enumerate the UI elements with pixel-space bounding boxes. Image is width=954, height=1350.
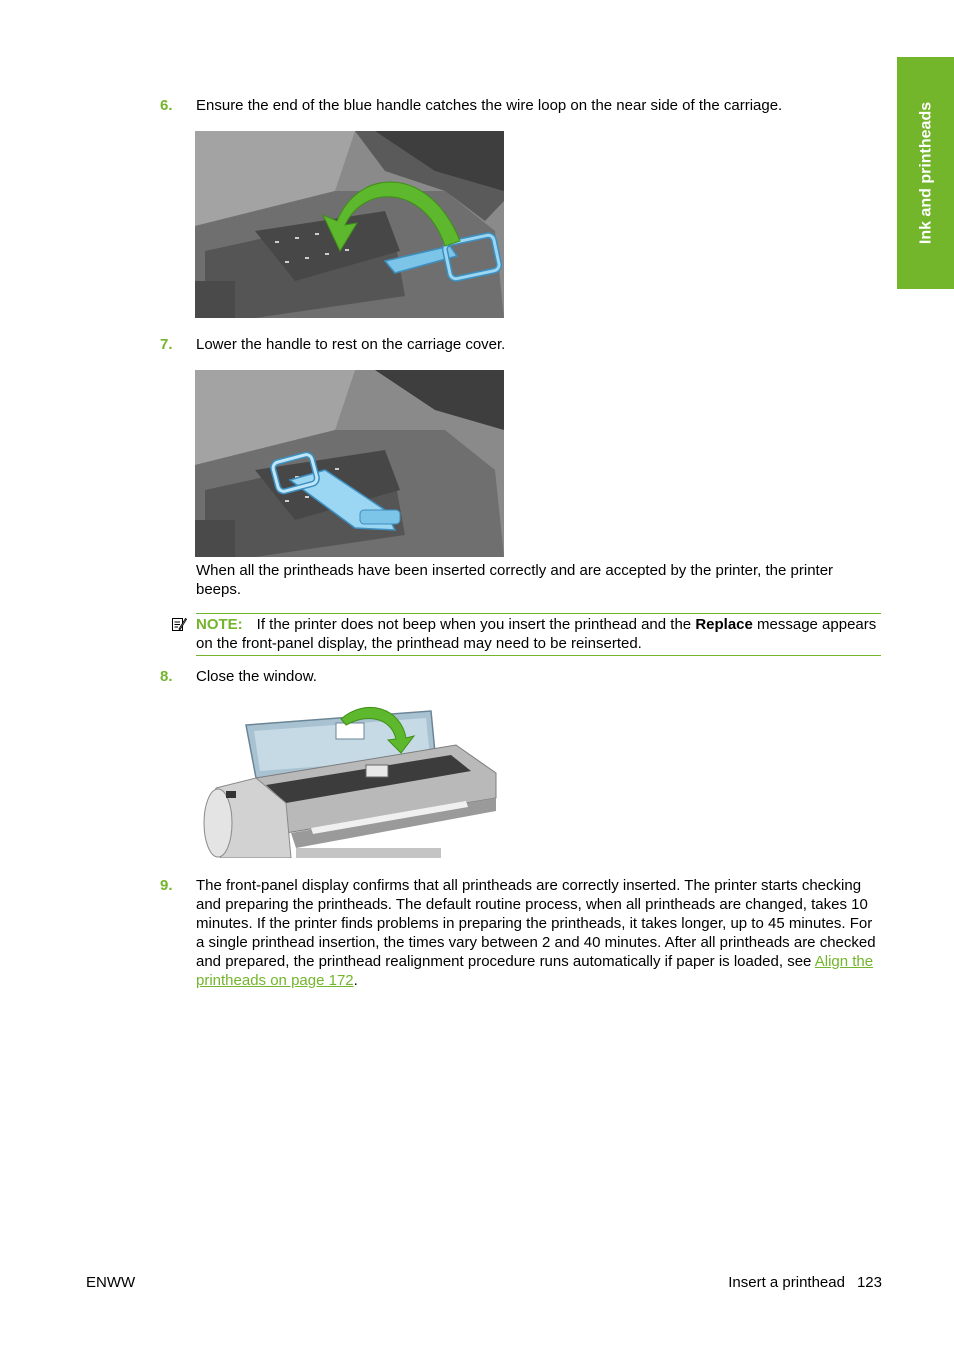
step-number: 9. bbox=[160, 877, 173, 894]
side-tab-label: Ink and printheads bbox=[917, 101, 934, 245]
step-9-end: . bbox=[353, 972, 358, 989]
figure-handle-wire-loop bbox=[195, 131, 504, 318]
step-number: 8. bbox=[160, 668, 173, 685]
figure-close-window bbox=[196, 703, 504, 858]
step-number: 6. bbox=[160, 97, 173, 114]
step-text: Ensure the end of the blue handle catches the wire loop on the near side of the carriage. bbox=[196, 97, 783, 114]
step-6 bbox=[160, 96, 882, 115]
note-bold-term: Replace bbox=[695, 616, 753, 633]
note-box bbox=[196, 613, 881, 656]
side-tab bbox=[897, 57, 954, 289]
step-text bbox=[196, 876, 882, 990]
footer-section: Insert a printhead bbox=[728, 1274, 845, 1291]
step-8 bbox=[160, 667, 882, 686]
step-text: Lower the handle to rest on the carriage cover. bbox=[196, 336, 506, 353]
step-number: 7. bbox=[160, 336, 173, 353]
step-9 bbox=[160, 876, 882, 990]
step-9-body: The front-panel display confirms that all printheads are correctly inserted. The printer starts checking and preparing the printheads. The default routine process, when all printheads are changed, takes 10 minutes. If the printer finds problems in preparing the printheads, it takes longer, up to 45 minutes. For a single printhead insertion, the times vary between 2 and 40 minutes. After all printheads are checked and prepared, the printhead realignment procedure runs automatically if paper is loaded, see bbox=[196, 877, 876, 970]
note-label: NOTE: bbox=[196, 616, 243, 633]
step-text: Close the window. bbox=[196, 668, 317, 685]
note-icon bbox=[171, 616, 187, 632]
beep-paragraph: When all the printheads have been inserted correctly and are accepted by the printer, the printer beeps. bbox=[196, 562, 834, 598]
figure-handle-on-cover bbox=[195, 370, 504, 557]
footer-right bbox=[728, 1273, 882, 1292]
note-text-before: If the printer does not beep when you insert the printhead and the bbox=[256, 616, 696, 633]
footer-left: ENWW bbox=[86, 1274, 136, 1291]
footer-page-number: 123 bbox=[856, 1274, 882, 1291]
note-text-after: message appears on the front-panel display, the printhead may need to be reinserted. bbox=[196, 616, 877, 652]
step-7 bbox=[160, 335, 882, 354]
align-printheads-link[interactable]: Align the printheads on page 172 bbox=[196, 953, 874, 989]
